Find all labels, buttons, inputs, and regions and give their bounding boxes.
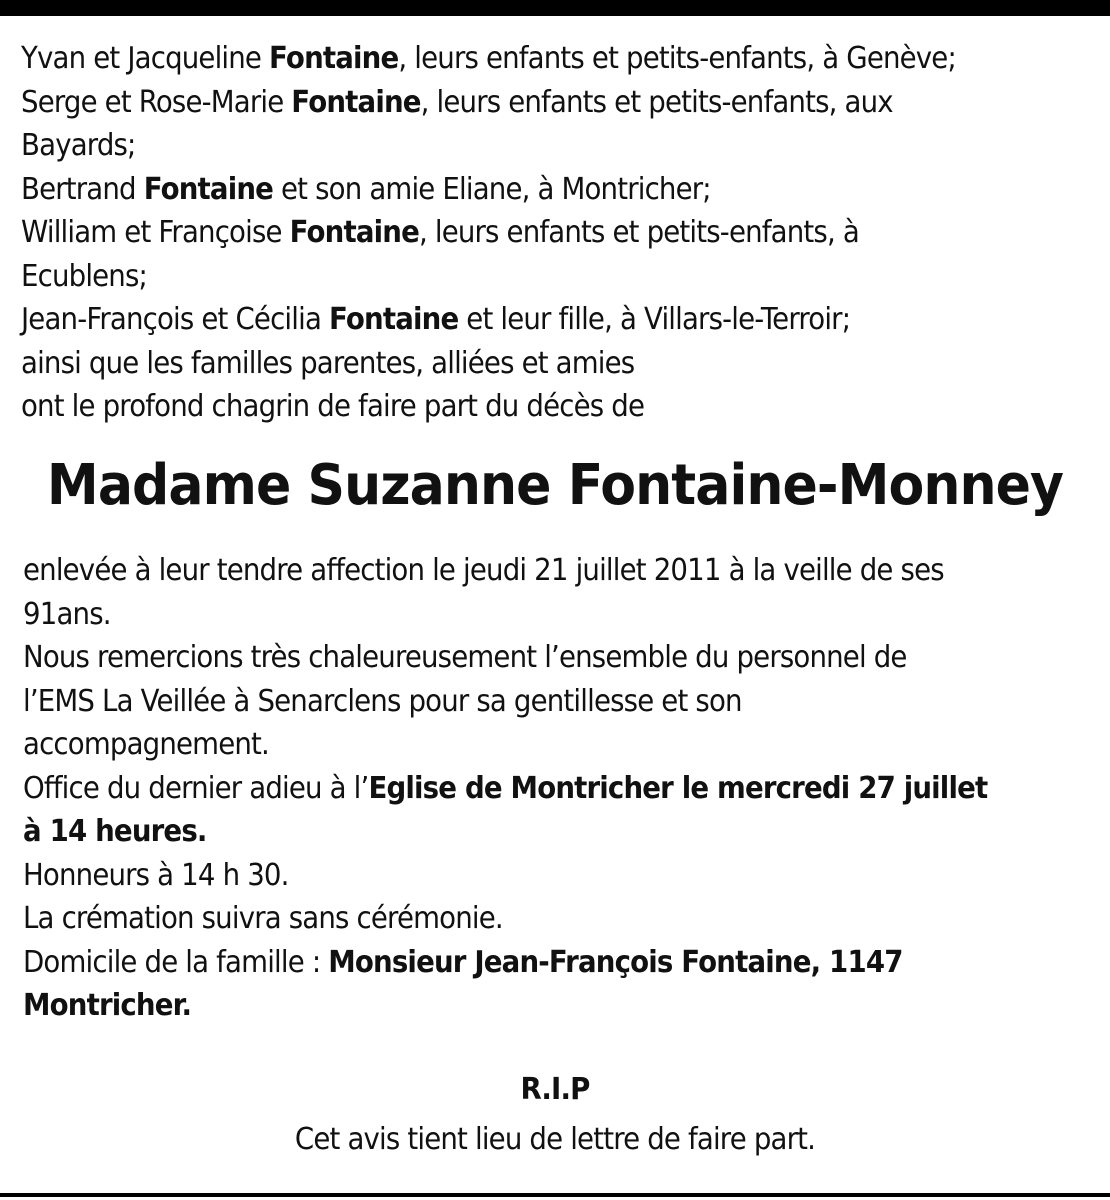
family-line	[21, 211, 956, 255]
family-line: ainsi que les familles parentes, alliées et amies	[21, 345, 635, 381]
family-surname: Fontaine	[143, 171, 274, 207]
notice-line: Cet avis tient lieu de lettre de faire part.	[294, 1122, 816, 1157]
family-line	[21, 81, 956, 125]
deceased-name: Madame Suzanne Fontaine-Monney	[46, 453, 1064, 518]
bottom-border-rule	[0, 1193, 1110, 1197]
body-line	[23, 810, 987, 854]
family-surname: Fontaine	[289, 215, 419, 250]
family-line	[21, 298, 956, 342]
family-text: et leur fille, à Villars-le-Terroir;	[458, 302, 851, 337]
family-surname: Fontaine	[291, 84, 421, 120]
family-text: , leurs enfants et petits-enfants, à	[418, 215, 859, 250]
family-line: Ecublens;	[21, 258, 147, 294]
domicile-address: Monsieur Jean-François Fontaine, 1147	[328, 944, 903, 980]
family-surname: Fontaine	[269, 41, 399, 76]
family-line	[21, 168, 956, 212]
top-border-rule	[0, 0, 1110, 16]
body-line	[23, 767, 987, 811]
family-text: Bertrand	[21, 171, 144, 207]
family-line	[21, 37, 956, 81]
family-text: Yvan et Jacqueline	[21, 41, 270, 76]
body-line: enlevée à leur tendre affection le jeudi 21 juillet 2011 à la veille de ses	[23, 553, 944, 588]
body-line	[23, 941, 987, 985]
announcement-body	[23, 549, 987, 1028]
body-line: Nous remercions très chaleureusement l’ensemble du personnel de	[23, 640, 907, 675]
family-announcement	[21, 37, 956, 429]
family-text: William et Françoise	[21, 215, 290, 250]
body-line: 91ans.	[23, 596, 111, 632]
domicile-town: Montricher.	[23, 988, 192, 1023]
family-line: ont le profond chagrin de faire part du décès de	[21, 389, 645, 424]
body-line: l’EMS La Veillée à Senarclens pour sa gentillesse et son	[23, 683, 742, 719]
service-time: à 14 heures.	[23, 814, 207, 849]
family-text: Jean-François et Cécilia	[21, 302, 329, 337]
family-line: Bayards;	[21, 128, 136, 163]
service-text: Office du dernier adieu à l’	[23, 770, 369, 806]
family-text: , leurs enfants et petits-enfants, à Genève;	[398, 41, 956, 76]
rip-heading: R.I.P	[520, 1072, 590, 1107]
body-line: Honneurs à 14 h 30.	[23, 857, 289, 893]
family-text: Serge et Rose-Marie	[21, 84, 292, 120]
family-text: , leurs enfants et petits-enfants, aux	[420, 84, 893, 120]
body-line: accompagnement.	[23, 727, 269, 762]
family-text: et son amie Eliane, à Montricher;	[273, 171, 711, 207]
body-line	[23, 984, 987, 1028]
family-surname: Fontaine	[328, 302, 459, 337]
service-location-date: Eglise de Montricher le mercredi 27 juillet	[368, 770, 988, 806]
domicile-label: Domicile de la famille :	[23, 944, 329, 980]
body-line: La crémation suivra sans cérémonie.	[23, 901, 503, 936]
